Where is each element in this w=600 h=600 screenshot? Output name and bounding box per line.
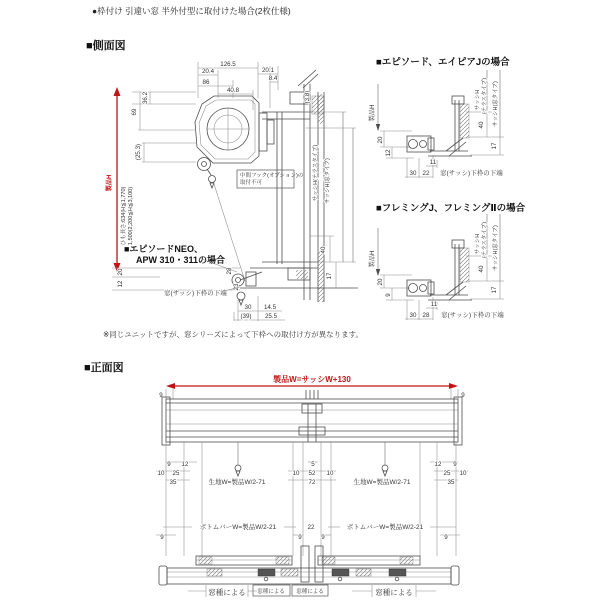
dim-label: 25 <box>172 470 180 477</box>
dim-label: 10 <box>292 470 300 477</box>
dim-label: 20 <box>377 278 384 286</box>
dim-label: 25 <box>443 470 451 477</box>
dim-label: 36.2 <box>142 91 149 105</box>
product-width-label: 製品W=サッシW+130 <box>273 375 351 384</box>
dim-label: 22 <box>422 170 430 177</box>
dim-label: 40.8 <box>226 87 240 94</box>
sill-bottom-label: 窓(サッシ)下枠の下端 <box>441 312 504 319</box>
dim-label: 9 <box>385 293 392 297</box>
bottom-bar-width-label: ボトムバーW=製品W/2-21 <box>199 524 277 531</box>
detail-episode-heading: ■エピソード、エイピアJの場合 <box>376 57 510 68</box>
cord-length-note: 1,500(2,200≦H≦3,100) <box>128 186 134 246</box>
dim-label: 52 <box>308 470 316 477</box>
front-view-heading: ■正面図 <box>84 362 124 374</box>
window-sill-rail <box>159 546 459 585</box>
side-top-dims <box>198 61 311 110</box>
sash-roller <box>281 569 298 576</box>
hook-option-note <box>237 170 303 188</box>
dim-label: 9 <box>159 392 163 399</box>
dim-label: 20 <box>117 268 124 276</box>
front-view-drawing <box>60 372 600 600</box>
dim-label: 10 <box>157 470 165 477</box>
dim-label: 11 <box>430 301 438 308</box>
dim-label: 40 <box>320 246 327 254</box>
dim-label: 30 <box>244 304 252 311</box>
detail-episode-section <box>368 70 504 178</box>
dim-label: 9 <box>461 392 465 399</box>
center-bracket <box>299 390 325 442</box>
detail-fleming-drawing <box>365 212 510 326</box>
dim-label: 35 <box>169 479 177 486</box>
sash-h-label: サッシH <box>475 233 481 255</box>
bottom-bar-width-label: ボトムバーW=製品W/2-21 <box>346 524 424 531</box>
dim-label: (3.8) <box>304 90 311 104</box>
sill-bottom-label: 窓(サッシ)下枠の下端 <box>440 170 503 177</box>
sill-bottom-label: 窓(サッシ)下枠の下端 <box>164 290 227 297</box>
dim-label: 9 <box>453 461 457 468</box>
dim-label: 30 <box>409 170 417 177</box>
dim-label: 28 <box>422 312 430 319</box>
episode-neo-line2: APW 310・311の場合 <box>136 255 226 265</box>
dim-label: 9 <box>167 461 171 468</box>
product-height-label: 製品H <box>369 250 376 268</box>
dim-label: 17 <box>491 142 498 150</box>
cord-tassel <box>382 465 388 471</box>
dim-label: 14.5 <box>263 304 277 311</box>
episode-neo-line1: ■エピソードNEO、 <box>124 244 203 254</box>
fabric-edges <box>166 442 456 556</box>
product-height-label: 製品H <box>106 174 113 192</box>
cord-tassel <box>235 465 241 471</box>
hook-note-line2: 取付不可 <box>240 180 263 186</box>
dim-label: 69 <box>131 108 138 116</box>
dim-label: 22 <box>307 524 315 531</box>
dim-label: 20 <box>377 136 384 144</box>
sash-h-terrace-label: (テラスタイプ) <box>482 77 488 115</box>
window-series-label: 窓種による <box>296 589 324 595</box>
dim-label: 9 <box>160 534 164 541</box>
dim-label: 8.4 <box>268 75 278 82</box>
dim-label: 11 <box>429 159 437 166</box>
lower-tassel <box>237 292 245 300</box>
dim-label: 17 <box>491 286 498 294</box>
sash-h-window-label: サッシH(窓タイプ) <box>493 81 499 127</box>
episode-neo-caption <box>124 244 240 297</box>
sash-roller <box>389 569 406 576</box>
dim-label: 40 <box>478 121 485 129</box>
dim-label: 35 <box>447 479 455 486</box>
dim-label: 9 <box>298 534 302 541</box>
dim-label: 25.5 <box>264 313 278 320</box>
window-series-label: 窓種による <box>208 588 246 597</box>
sash-h-label: サッシH <box>475 89 481 111</box>
dim-label: 20.4 <box>201 68 215 75</box>
detail-fleming-section <box>368 214 504 320</box>
cord-tassel <box>209 176 216 183</box>
window-series-dims <box>188 585 436 597</box>
dim-label: 12 <box>181 461 189 468</box>
dim-label: 23 <box>233 283 240 291</box>
dim-label: 9 <box>444 534 448 541</box>
sash-roller <box>332 569 349 576</box>
detail-fleming-heading: ■フレミングJ、フレミングⅡの場合 <box>376 203 526 214</box>
sash-height-terrace-label: サッシH(テラスタイプ) <box>313 144 319 202</box>
sash-roller <box>258 569 275 576</box>
top-note: ●枠付け 引違い窓 半外付型に取付けた場合(2枚仕様) <box>92 6 291 16</box>
bottom-bar-dims <box>156 522 460 541</box>
dim-label: 12 <box>117 280 124 288</box>
sash-roller <box>356 569 371 576</box>
side-view-footnote: ※同じユニットですが、窓シリーズによって下枠への取付け方が異なります。 <box>103 330 364 339</box>
detail-episode-drawing <box>365 66 510 186</box>
dim-label: 17 <box>326 272 333 280</box>
head-box <box>162 390 462 445</box>
bottom-bars <box>196 556 420 565</box>
product-height-label: 製品H <box>369 104 376 122</box>
dim-label: 20.1 <box>261 67 275 74</box>
dim-label: 28 <box>226 267 233 275</box>
dim-label: 12 <box>385 149 392 157</box>
sash-height-window-label: サッシH(窓タイプ) <box>325 158 331 204</box>
dim-label: 9 <box>321 534 325 541</box>
dim-label: (39) <box>240 313 252 320</box>
dim-label: (25.3) <box>135 143 142 161</box>
dim-label: 12 <box>434 461 442 468</box>
dim-label: 10 <box>459 470 467 477</box>
dim-label: 5 <box>311 461 315 468</box>
shade-head-unit <box>195 96 274 281</box>
window-series-label: 窓種による <box>257 589 285 595</box>
sash-h-window-label: サッシH(窓タイプ) <box>493 225 499 271</box>
dim-label: 30 <box>409 312 417 319</box>
cord-length-note: ひも長さ:634(H≦1,770) <box>121 186 127 246</box>
product-width-dim <box>159 374 465 399</box>
hook-note-line1: 中間フック(オプション)の <box>240 173 304 179</box>
dim-label: 72 <box>308 479 316 486</box>
side-view-drawing <box>60 50 380 360</box>
dim-label: 126.5 <box>220 61 236 68</box>
front-upper-dims <box>156 461 468 486</box>
dim-label: 10 <box>326 470 334 477</box>
sash-section <box>232 70 358 305</box>
window-series-label: 窓種による <box>375 588 413 597</box>
fabric-width-label: 生地W=製品W/2-71 <box>353 479 411 486</box>
dim-label: 40 <box>478 265 485 273</box>
sash-roller <box>207 569 222 576</box>
dim-label: 86 <box>202 79 210 86</box>
fabric-width-label: 生地W=製品W/2-71 <box>208 479 266 486</box>
sash-h-terrace-label: (テラスタイプ) <box>482 221 488 259</box>
side-view-heading: ■側面図 <box>86 40 126 52</box>
